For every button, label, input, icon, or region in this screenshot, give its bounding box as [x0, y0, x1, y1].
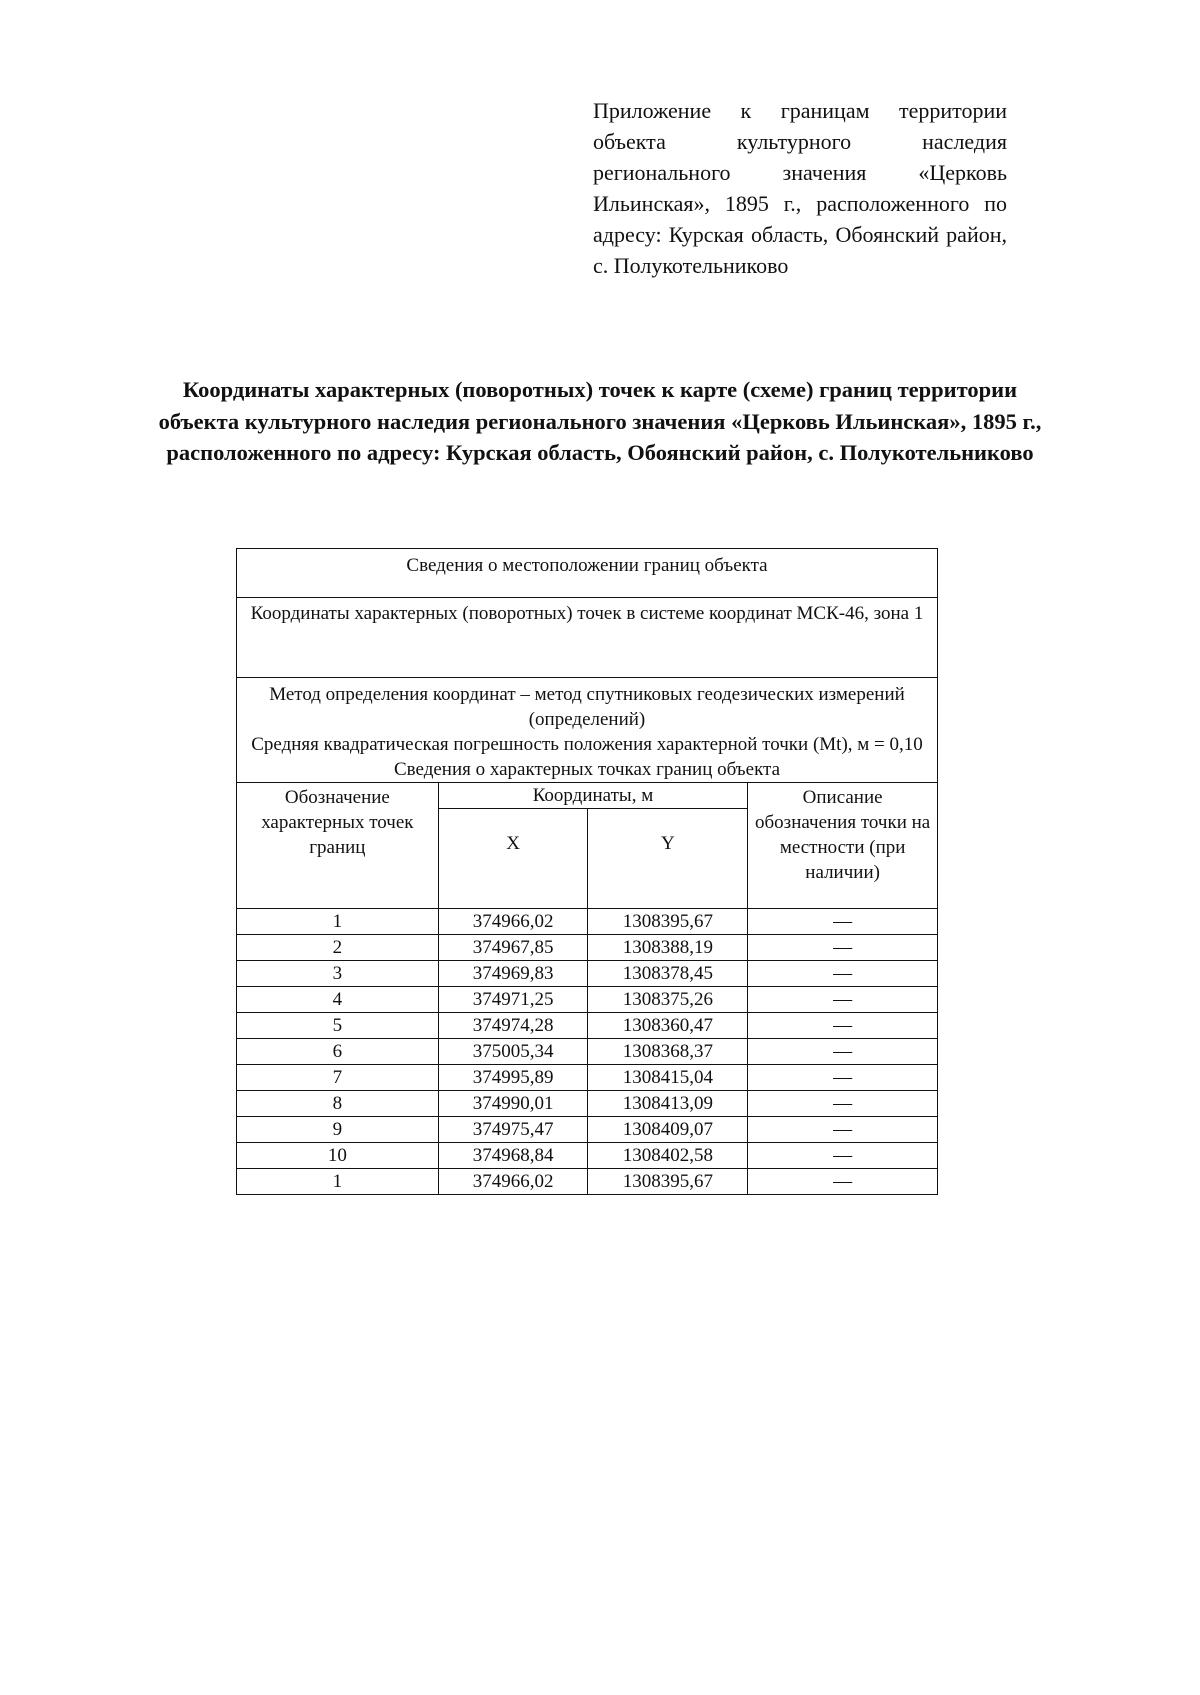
point-description: — — [748, 1169, 938, 1195]
point-description: — — [748, 987, 938, 1013]
point-number: 6 — [237, 1039, 439, 1065]
coord-y: 1308413,09 — [588, 1091, 748, 1117]
coord-y: 1308360,47 — [588, 1013, 748, 1039]
table-row — [237, 1169, 938, 1195]
coord-x: 374974,28 — [438, 1013, 588, 1039]
coord-x: 374968,84 — [438, 1143, 588, 1169]
coord-y: 1308375,26 — [588, 987, 748, 1013]
coord-x: 374966,02 — [438, 909, 588, 935]
point-description: — — [748, 1013, 938, 1039]
col-header-x: X — [438, 809, 588, 909]
coord-x: 374966,02 — [438, 1169, 588, 1195]
point-number: 9 — [237, 1117, 439, 1143]
accuracy-text: Средняя квадратическая погрешность положения характерной точки (Mt), м = 0,10 — [251, 734, 923, 755]
point-number: 5 — [237, 1013, 439, 1039]
col-header-desc: Описание обозначения точки на местности (при наличии) — [748, 783, 938, 909]
point-number: 1 — [237, 909, 439, 935]
point-number: 7 — [237, 1065, 439, 1091]
table-row — [237, 987, 938, 1013]
coord-x: 374975,47 — [438, 1117, 588, 1143]
table-row — [237, 1091, 938, 1117]
coord-x: 374990,01 — [438, 1091, 588, 1117]
coord-y: 1308395,67 — [588, 1169, 748, 1195]
coord-x: 374971,25 — [438, 987, 588, 1013]
col-header-point: Обозначение характерных точек границ — [237, 783, 439, 909]
coord-y: 1308378,45 — [588, 961, 748, 987]
point-description: — — [748, 1091, 938, 1117]
point-description: — — [748, 1039, 938, 1065]
table-header-location: Сведения о местоположении границ объекта — [237, 549, 938, 598]
table-row — [237, 1143, 938, 1169]
table-header-method — [237, 678, 938, 783]
table-row — [237, 1117, 938, 1143]
table-row — [237, 935, 938, 961]
coord-x: 374995,89 — [438, 1065, 588, 1091]
table-row — [237, 1065, 938, 1091]
coord-y: 1308402,58 — [588, 1143, 748, 1169]
point-number: 3 — [237, 961, 439, 987]
point-description: — — [748, 1065, 938, 1091]
table-header-system: Координаты характерных (поворотных) точек в системе координат МСК-46, зона 1 — [237, 598, 938, 678]
point-description: — — [748, 1117, 938, 1143]
coord-x: 374967,85 — [438, 935, 588, 961]
table-row — [237, 1039, 938, 1065]
appendix-note: Приложение к границам территории объекта культурного наследия регионального значения «Церковь Ильинская», 1895 г., расположенного по адресу: Курская область, Обоянский район, с. Полукотельниково — [593, 98, 1007, 278]
point-number: 4 — [237, 987, 439, 1013]
coord-x: 374969,83 — [438, 961, 588, 987]
document-title: Координаты характерных (поворотных) точек к карте (схеме) границ территории объекта культурного наследия регионального значения «Церковь Ильинская», 1895 г., расположенного по адресу: Курская область, Обоянский район, с. Полукотельниково — [158, 377, 1042, 465]
coord-x: 375005,34 — [438, 1039, 588, 1065]
coord-y: 1308415,04 — [588, 1065, 748, 1091]
col-header-coords: Координаты, м — [438, 783, 748, 809]
point-description: — — [748, 1143, 938, 1169]
table-row — [237, 1013, 938, 1039]
coord-y: 1308409,07 — [588, 1117, 748, 1143]
table-row — [237, 909, 938, 935]
col-header-y: Y — [588, 809, 748, 909]
points-info-text: Сведения о характерных точках границ объекта — [393, 759, 781, 780]
method-text: Метод определения координат – метод спутниковых геодезических измерений (определений) — [269, 684, 905, 730]
coord-y: 1308388,19 — [588, 935, 748, 961]
point-number: 8 — [237, 1091, 439, 1117]
point-description: — — [748, 909, 938, 935]
coord-y: 1308368,37 — [588, 1039, 748, 1065]
point-number: 1 — [237, 1169, 439, 1195]
point-description: — — [748, 961, 938, 987]
coordinates-table — [236, 548, 938, 1195]
point-number: 2 — [237, 935, 439, 961]
point-number: 10 — [237, 1143, 439, 1169]
coord-y: 1308395,67 — [588, 909, 748, 935]
table-row — [237, 961, 938, 987]
point-description: — — [748, 935, 938, 961]
